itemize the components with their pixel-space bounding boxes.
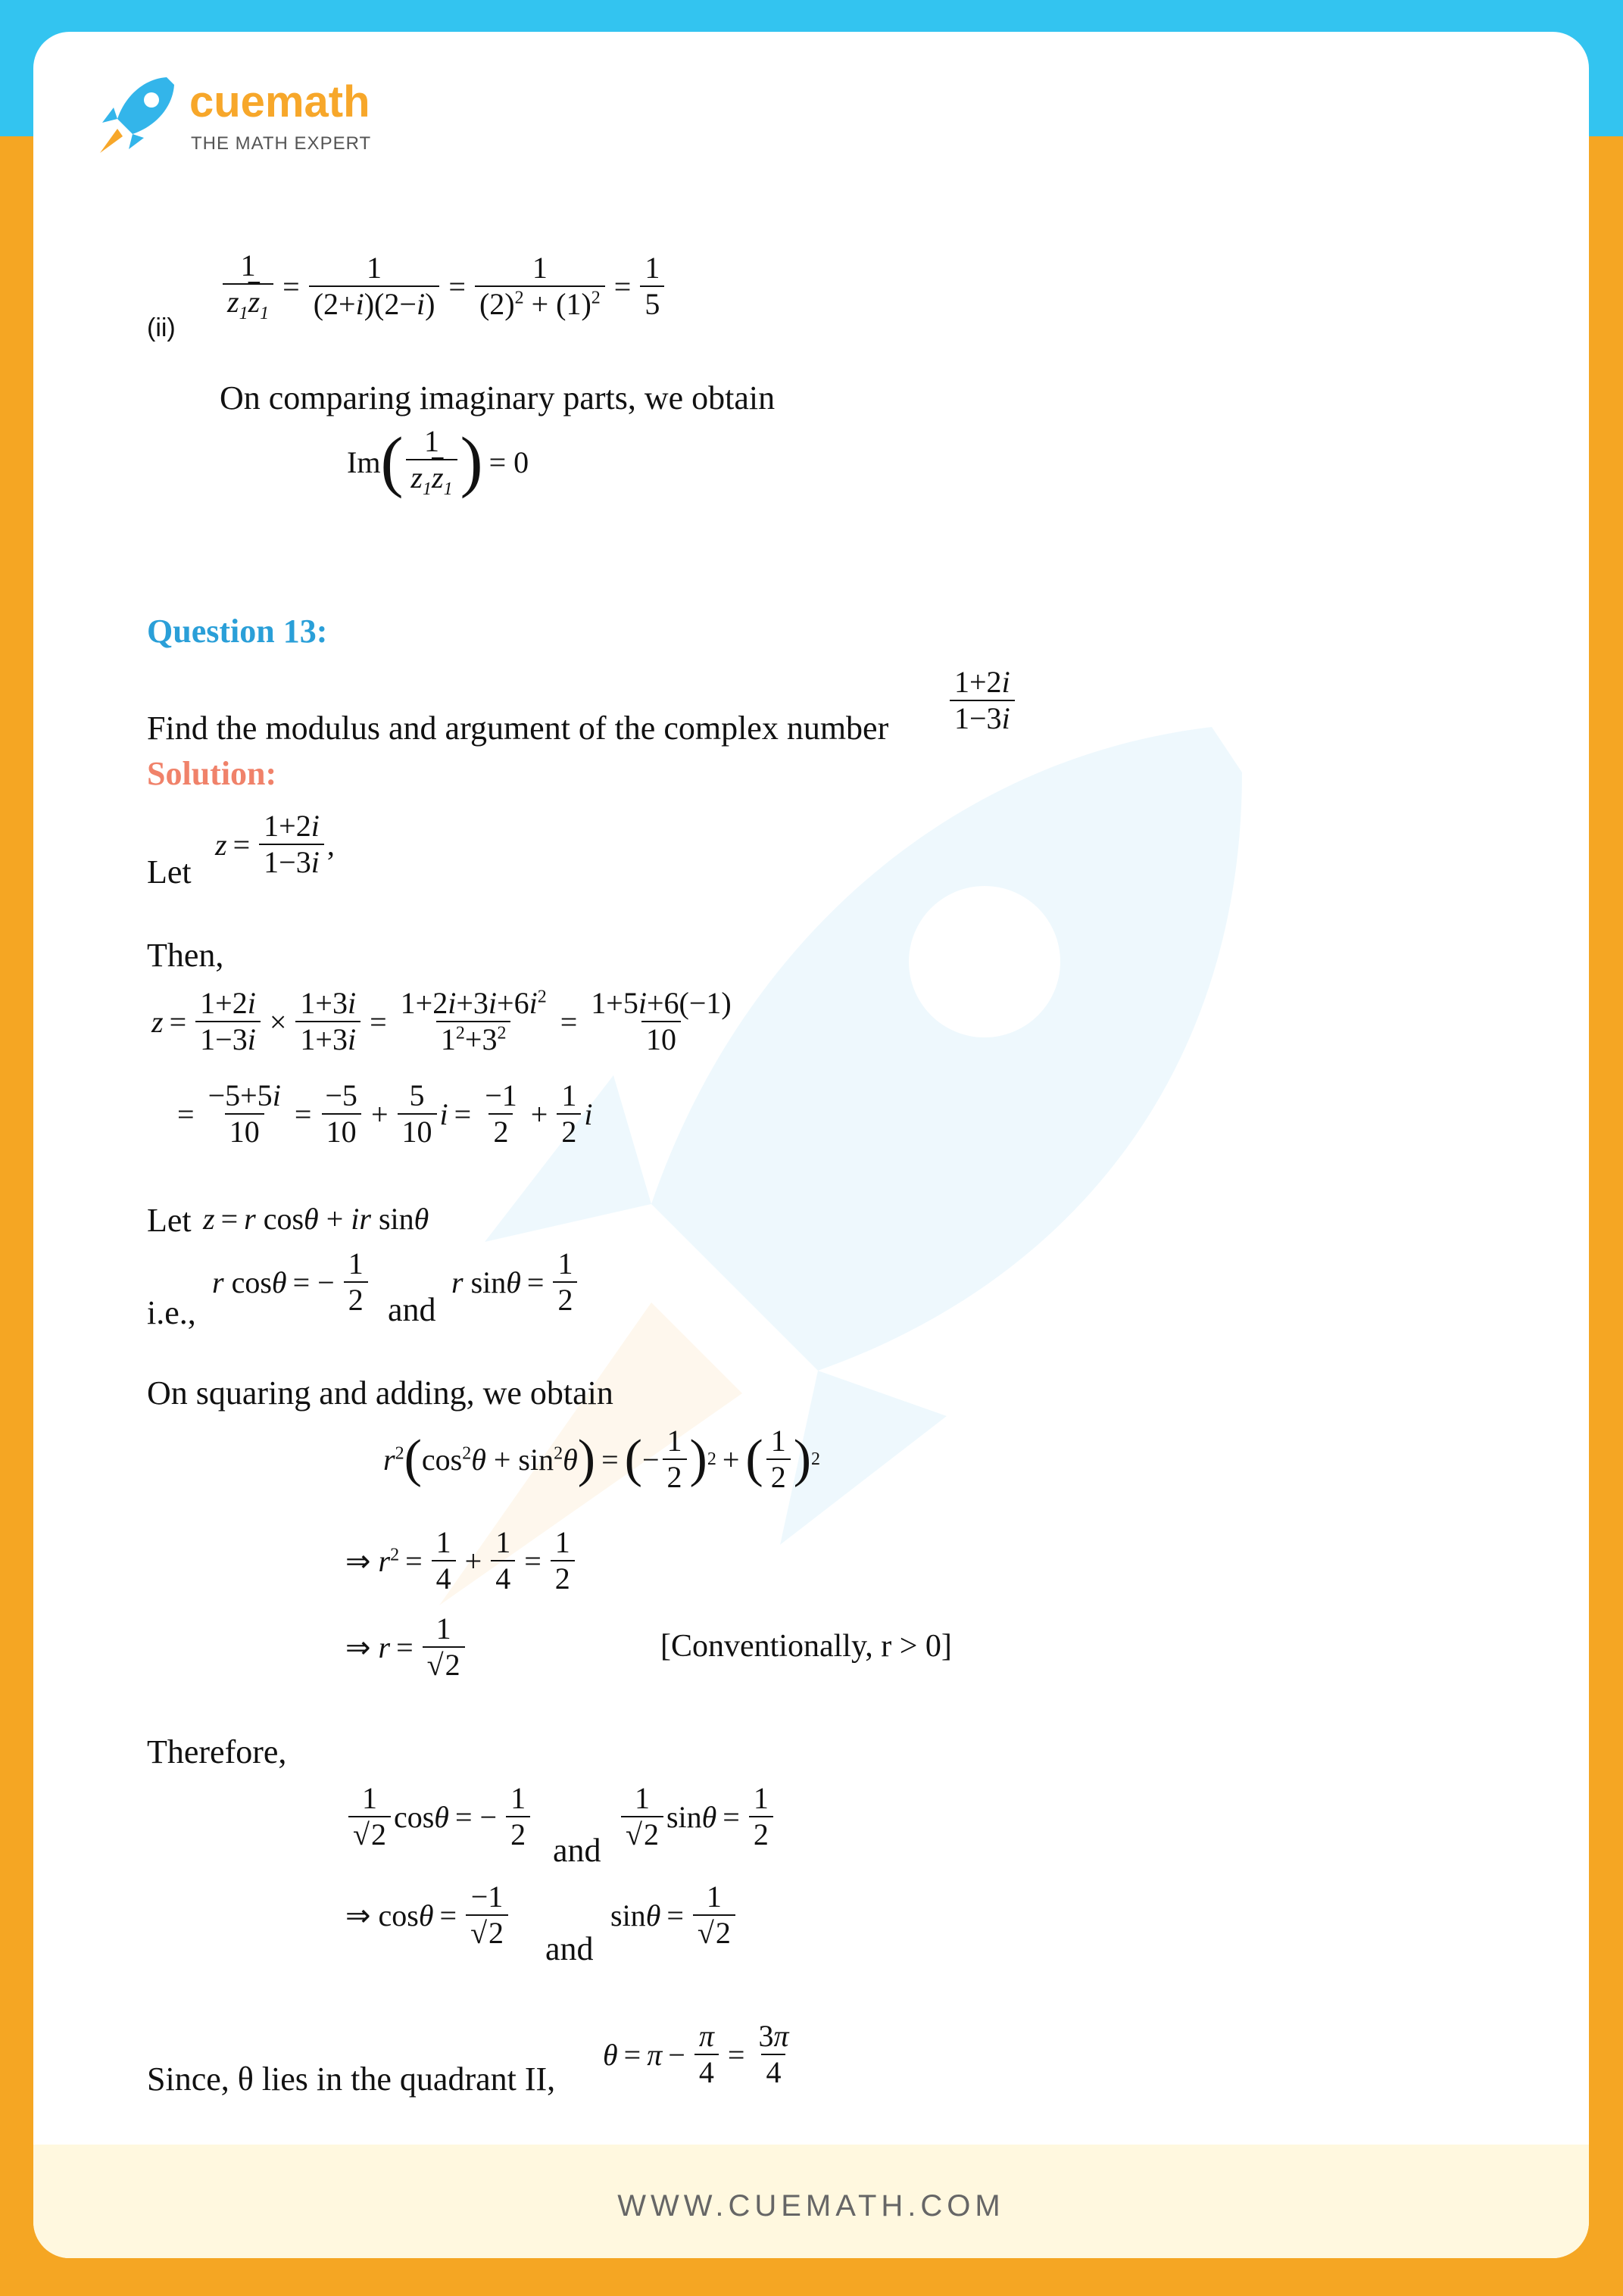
equation-theta: θ = π − $\frac{\pi}{4}$ = $\frac{3\pi}{4}$	[603, 2019, 789, 2089]
question-fraction: $\frac{1+2i}{1-3i}$	[947, 665, 1018, 736]
equation-reciprocal: $\frac{1}{z_1\overline{z}_1}$ = $\frac{1}{(2+i)(2-i)}$ = $\frac{1}{(2)^2 + (1)^2}$ = $\frac{1}{5}$	[220, 248, 667, 325]
brand-name: cuemath	[189, 77, 370, 126]
equation-sin-scaled: $\frac{1}{√2}$ sinθ = $\frac{1}{2}$	[618, 1781, 776, 1852]
comparing-text: On comparing imaginary parts, we obtain	[220, 379, 776, 416]
and-text-2: and	[553, 1832, 601, 1869]
equation-z-expansion: z = $\frac{1+2i}{1-3i}$ × $\frac{1+3i}{1+3i}$ = $\frac{1+2i+3i+6i^2}{1^2+3^2}$ = $\frac{1+5i+6(-1)}{10}$	[151, 986, 732, 1056]
therefore-text: Therefore,	[147, 1733, 287, 1770]
since-text: Since, θ lies in the quadrant II,	[147, 2060, 556, 2098]
equation-r-value: ⇒ r = $\frac{1}{√2}$	[345, 1611, 468, 1683]
equation-z-simplified: = $\frac{-5+5i}{10}$ = $\frac{-5}{10}$ + $\frac{5}{10}$ i = $\frac{-1}{2}$ + $\frac{1}{2}$ i	[177, 1078, 593, 1149]
equation-r-squared: ⇒ $r^2$ = $\frac{1}{4}$ + $\frac{1}{4}$ = $\frac{1}{2}$	[345, 1525, 578, 1596]
conventionally-note: [Conventionally, r > 0]	[660, 1629, 952, 1664]
let-polar-text: Let	[147, 1202, 192, 1239]
equation-cos-sin-scaled: $\frac{1}{√2}$ cosθ = − $\frac{1}{2}$	[345, 1781, 533, 1852]
squaring-text: On squaring and adding, we obtain	[147, 1374, 613, 1412]
part-label: (ii)	[147, 314, 176, 342]
footer-url[interactable]: WWW.CUEMATH.COM	[617, 2189, 1005, 2223]
footer-band	[33, 2145, 1589, 2258]
and-text-3: and	[545, 1930, 594, 1967]
equation-r-cos: r cosθ = − $\frac{1}{2}$	[212, 1246, 371, 1318]
equation-cos-value: ⇒ cosθ = $\frac{-1}{√2}$	[345, 1880, 511, 1951]
equation-imaginary-part: Im ( $\frac{1}{z_1\overline{z}_1}$ ) = 0	[347, 424, 529, 500]
cuemath-rocket-icon	[91, 70, 182, 164]
brand-tagline: THE MATH EXPERT	[191, 133, 372, 154]
equation-z-definition: z = $\frac{1+2i}{1-3i}$ ,	[215, 809, 335, 879]
equation-sin-value: sinθ = $\frac{1}{√2}$	[610, 1880, 738, 1951]
equation-r-sin: r sinθ = $\frac{1}{2}$	[451, 1246, 580, 1318]
let-text: Let	[147, 853, 192, 891]
question-text: Find the modulus and argument of the complex number	[147, 710, 889, 747]
solution-label: Solution:	[147, 755, 277, 792]
and-text-1: and	[388, 1291, 436, 1328]
ie-text: i.e.,	[147, 1294, 196, 1331]
equation-squaring: $r^2$ ( $\cos^2\theta + \sin^2\theta$ ) = ( − $\frac{1}{2}$ ) 2 + ( $\frac{1}{2}$ ) 2	[383, 1424, 821, 1494]
then-text: Then,	[147, 937, 224, 974]
question-heading: Question 13:	[147, 613, 328, 650]
equation-polar-form: z = r cosθ + ir sinθ	[203, 1202, 429, 1236]
